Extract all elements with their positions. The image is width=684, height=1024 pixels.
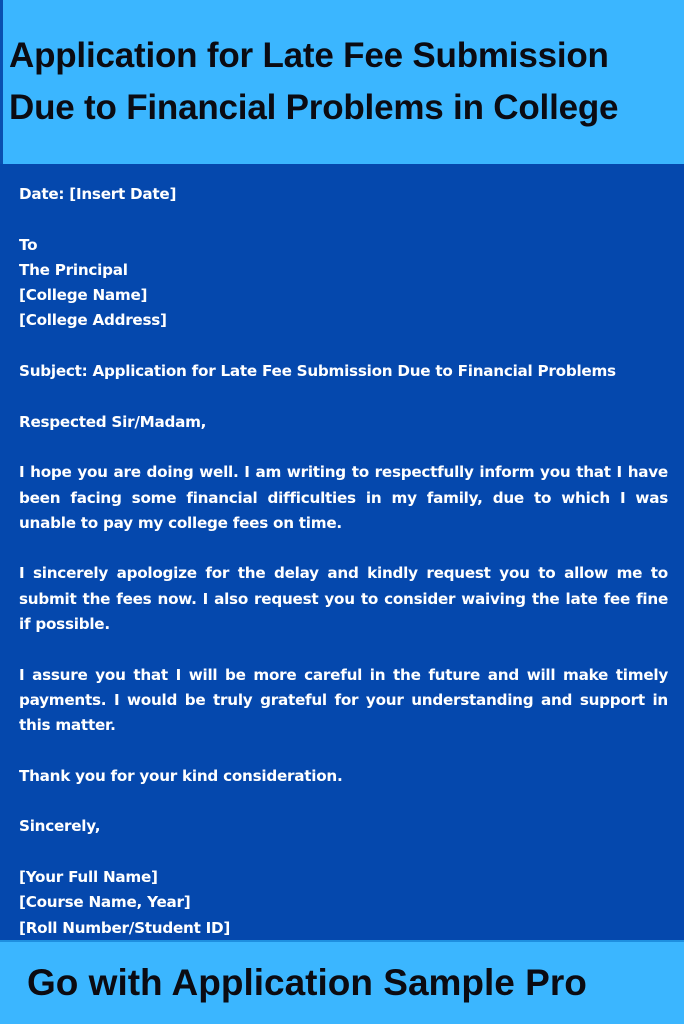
- letter-recipient: The Principal: [19, 260, 128, 279]
- letter-paragraph-1: I hope you are doing well. I am writing to respectfully inform you that I have been facing some financial difficulties in my family, due to which I was unable to pay my college fees on time.: [19, 463, 668, 532]
- spacer: [19, 435, 668, 460]
- letter-roll-number: [Roll Number/Student ID]: [19, 918, 231, 937]
- spacer: [19, 637, 668, 662]
- letter-date: Date: [Insert Date]: [19, 185, 177, 203]
- letter-to: To: [19, 235, 38, 254]
- spacer: [19, 739, 668, 764]
- spacer: [19, 334, 668, 359]
- letter-closing: Sincerely,: [19, 817, 101, 836]
- letter-college-name: [College Name]: [19, 286, 148, 305]
- letter-paragraph-3: I assure you that I will be more careful in the future and will make timely payments. I would be truly grateful for your understanding and support in this matter.: [19, 665, 668, 735]
- letter-full-name: [Your Full Name]: [19, 868, 158, 887]
- letter-salutation: Respected Sir/Madam,: [19, 412, 207, 431]
- spacer: [19, 840, 668, 865]
- footer-banner: [0, 940, 684, 1024]
- letter-course: [Course Name, Year]: [19, 893, 191, 912]
- letter-thanks: Thank you for your kind consideration.: [19, 766, 343, 785]
- letter-college-address: [College Address]: [19, 311, 167, 330]
- spacer: [19, 789, 668, 814]
- spacer: [19, 536, 668, 561]
- letter-subject: Subject: Application for Late Fee Submission Due to Financial Problems: [19, 362, 616, 381]
- letter-panel: [0, 164, 684, 940]
- letter-body: [19, 182, 668, 941]
- spacer: [19, 384, 668, 409]
- page-title: Application for Late Fee Submission Due to Financial Problems in College: [9, 36, 619, 127]
- header-banner: [0, 0, 684, 164]
- footer-brand-text: Go with Application Sample Pro: [27, 962, 587, 1003]
- letter-paragraph-2: I sincerely apologize for the delay and kindly request you to allow me to submit the fees now. I also request you to consider waiving the late fee fine if possible.: [19, 564, 668, 634]
- spacer: [19, 207, 668, 232]
